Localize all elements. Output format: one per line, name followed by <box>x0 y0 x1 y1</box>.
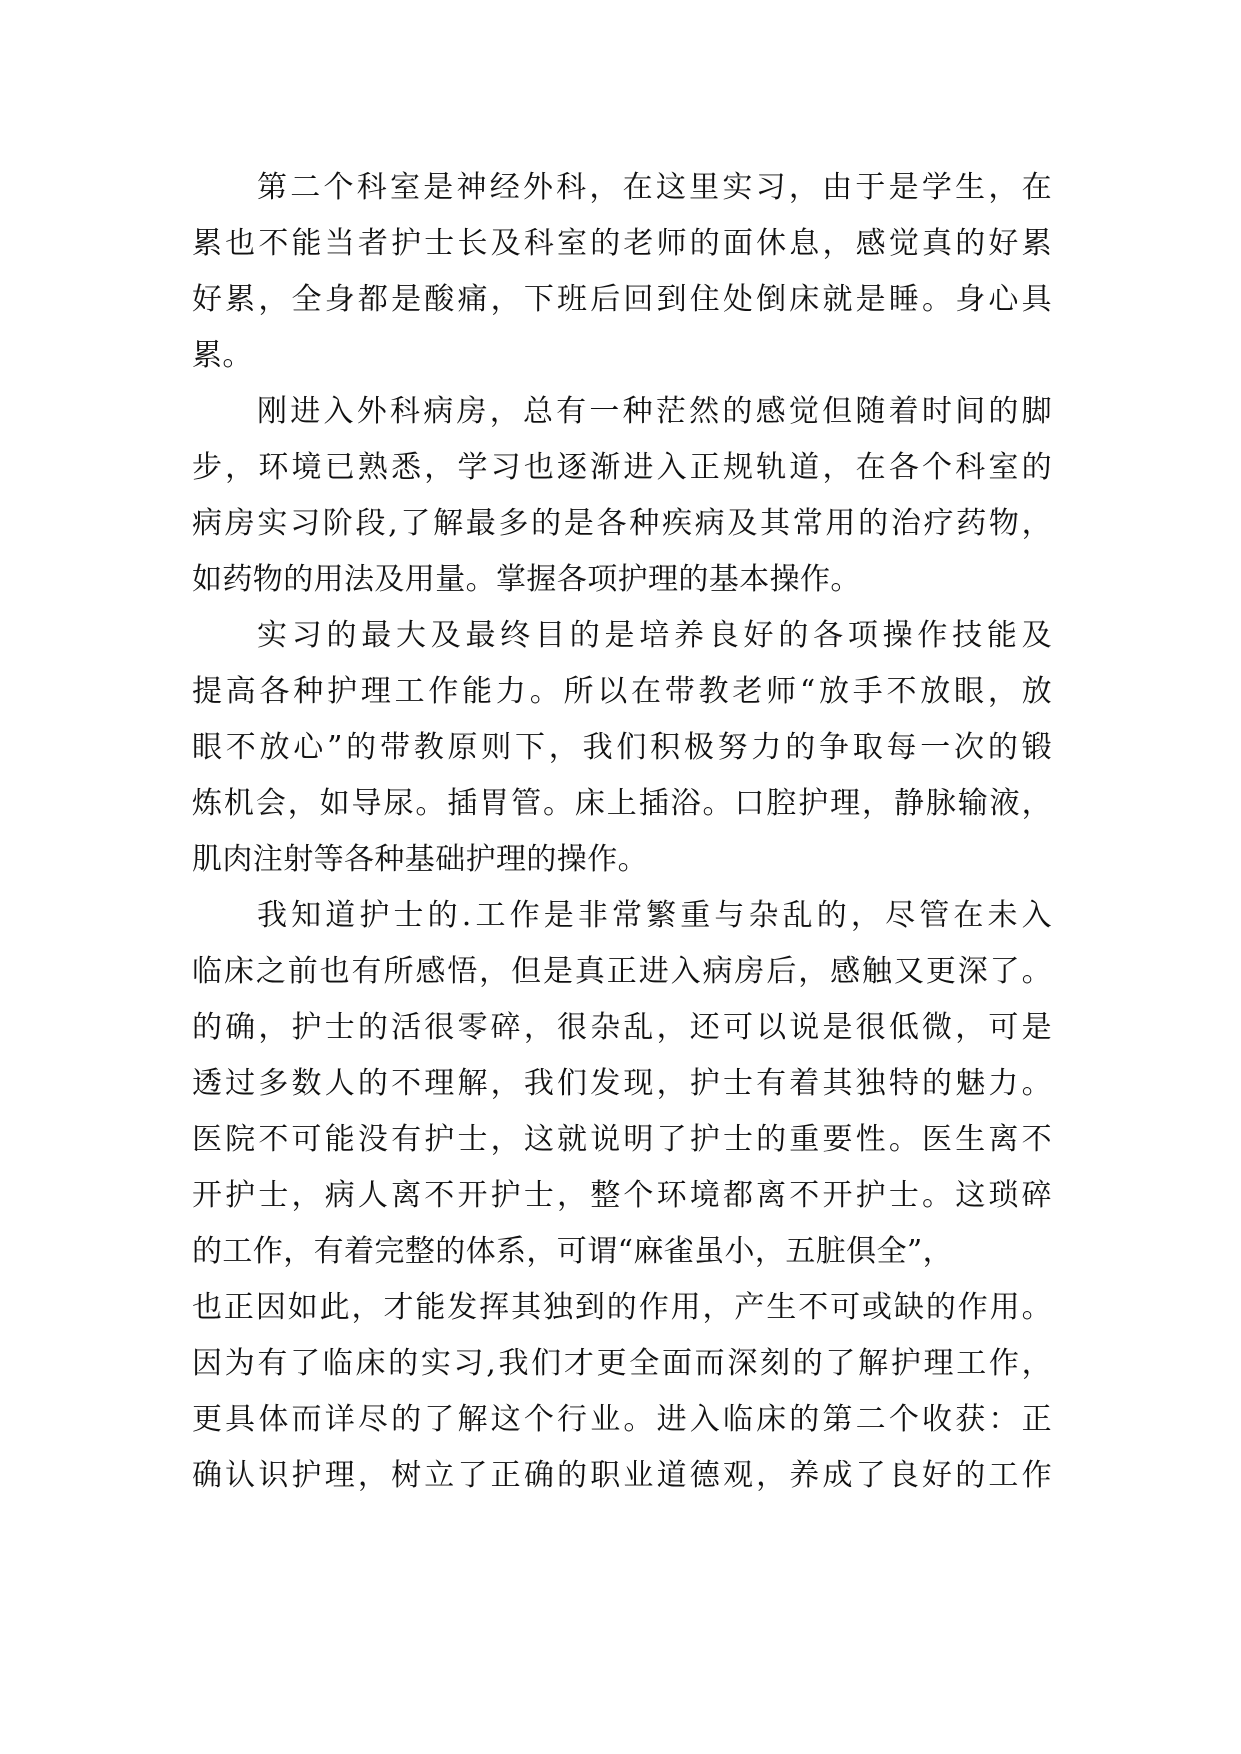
text-line: 好累，全身都是酸痛，下班后回到住处倒床就是睡。身心具 <box>192 282 1052 317</box>
text-line: 更具体而详尽的了解这个行业。进入临床的第二个收获：正 <box>192 1402 1052 1437</box>
text-line: 眼不放心”的带教原则下，我们积极努力的争取每一次的锻 <box>192 730 1052 765</box>
text-line: 病房实习阶段,了解最多的是各种疾病及其常用的治疗药物， <box>192 506 1052 541</box>
text-line: 也正因如此，才能发挥其独到的作用，产生不可或缺的作用。 <box>192 1290 1052 1325</box>
text-line: 确认识护理，树立了正确的职业道德观，养成了良好的工作 <box>192 1458 1052 1493</box>
text-line: 如药物的用法及用量。掌握各项护理的基本操作。 <box>192 562 861 597</box>
text-line: 临床之前也有所感悟，但是真正进入病房后，感触又更深了。 <box>192 954 1052 989</box>
text-line: 开护士，病人离不开护士，整个环境都离不开护士。这琐碎 <box>192 1178 1052 1213</box>
text-line: 因为有了临床的实习,我们才更全面而深刻的了解护理工作， <box>192 1346 1052 1381</box>
text-line: 提高各种护理工作能力。所以在带教老师“放手不放眼，放 <box>192 674 1052 709</box>
text-line: 肌肉注射等各种基础护理的操作。 <box>192 842 648 877</box>
text-line: 的工作，有着完整的体系，可谓“麻雀虽小，五脏俱全”， <box>192 1234 954 1269</box>
text-line: 累也不能当者护士长及科室的老师的面休息，感觉真的好累 <box>192 226 1052 261</box>
text-line: 第二个科室是神经外科，在这里实习，由于是学生，在 <box>257 170 1052 205</box>
text-line: 医院不可能没有护士，这就说明了护士的重要性。医生离不 <box>192 1122 1052 1157</box>
text-line: 累。 <box>192 338 253 373</box>
text-line: 的确，护士的活很零碎，很杂乱，还可以说是很低微，可是 <box>192 1010 1052 1045</box>
text-line: 透过多数人的不理解，我们发现，护士有着其独特的魅力。 <box>192 1066 1052 1101</box>
text-line: 步，环境已熟悉，学习也逐渐进入正规轨道，在各个科室的 <box>192 450 1052 485</box>
text-line: 刚进入外科病房，总有一种茫然的感觉但随着时间的脚 <box>257 394 1052 429</box>
text-line: 炼机会，如导尿。插胃管。床上插浴。口腔护理，静脉输液， <box>192 786 1052 821</box>
text-line: 实习的最大及最终目的是培养良好的各项操作技能及 <box>257 618 1052 653</box>
text-line: 我知道护士的.工作是非常繁重与杂乱的，尽管在未入 <box>257 898 1052 933</box>
